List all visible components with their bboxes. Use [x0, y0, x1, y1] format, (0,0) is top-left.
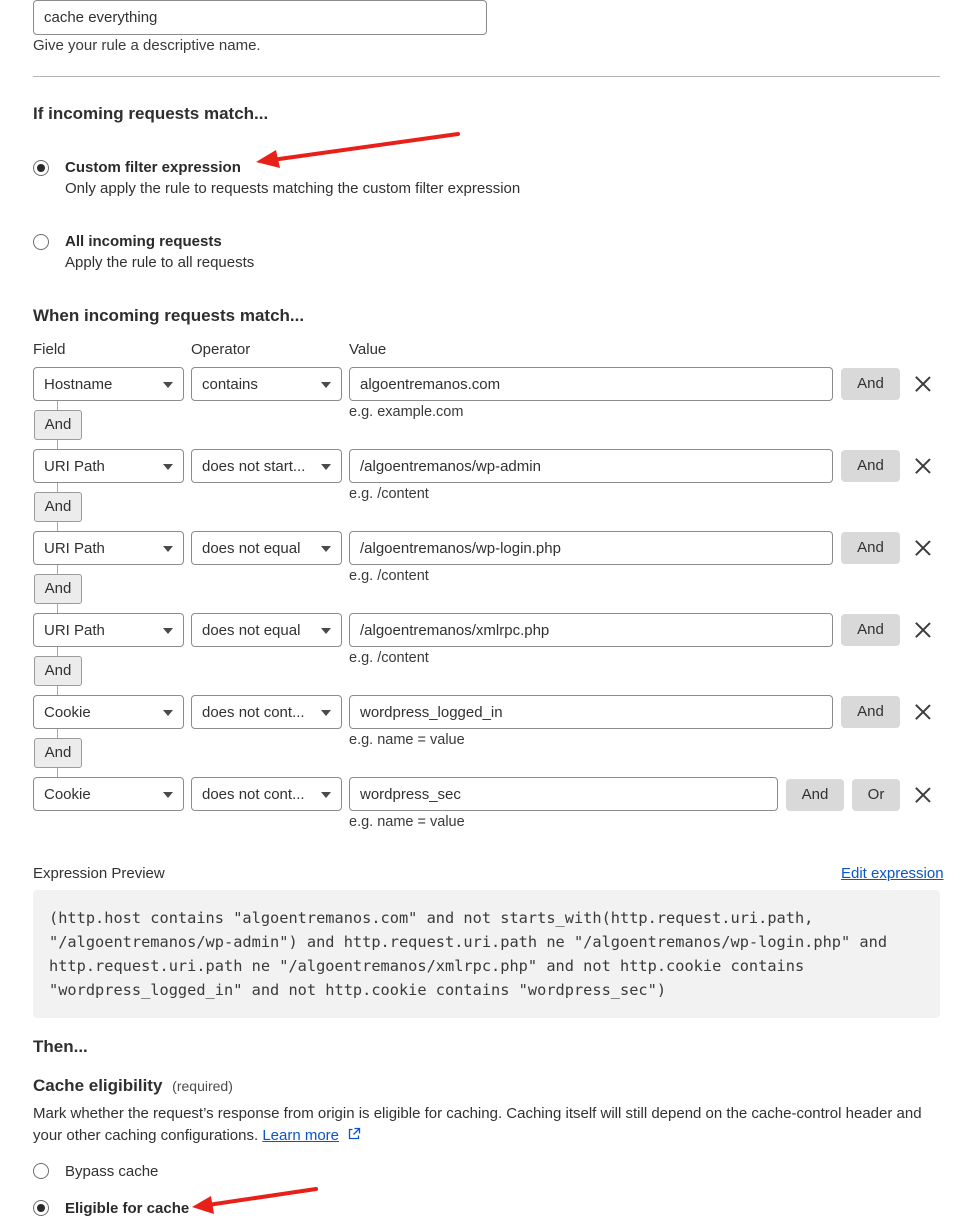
field-select-value: URI Path [44, 458, 105, 475]
all-requests-title: All incoming requests [65, 233, 222, 250]
bypass-cache-label: Bypass cache [65, 1163, 159, 1180]
operator-select[interactable] [191, 695, 342, 729]
code-line: "/algoentremanos/wp-admin") and http.request.uri.path ne "/algoentremanos/wp-login.php" and [49, 933, 888, 951]
operator-select-value: does not start... [202, 458, 306, 475]
expression-preview-label: Expression Preview [33, 865, 165, 882]
caret-down-icon [321, 546, 331, 552]
and-button[interactable]: And [841, 450, 900, 482]
value-input[interactable] [349, 367, 833, 401]
operator-select[interactable] [191, 777, 342, 811]
caret-down-icon [321, 382, 331, 388]
value-input-text: wordpress_logged_in [360, 704, 503, 721]
value-input-text: /algoentremanos/wp-admin [360, 458, 541, 475]
field-select-value: Cookie [44, 786, 91, 803]
and-button[interactable]: And [786, 779, 844, 811]
value-input[interactable] [349, 531, 833, 565]
code-line: (http.host contains "algoentremanos.com" and not starts_with(http.request.uri.path, [49, 909, 814, 927]
close-icon[interactable] [915, 787, 931, 803]
operator-select[interactable] [191, 367, 342, 401]
custom-filter-title: Custom filter expression [65, 159, 241, 176]
operator-select[interactable] [191, 613, 342, 647]
field-select[interactable] [33, 777, 184, 811]
col-label-value: Value [349, 341, 387, 358]
value-hint: e.g. name = value [349, 732, 465, 748]
value-hint: e.g. /content [349, 486, 429, 502]
radio-eligible-for-cache[interactable] [33, 1200, 49, 1216]
value-input-text: /algoentremanos/wp-login.php [360, 540, 561, 557]
rule-name-help: Give your rule a descriptive name. [33, 37, 261, 54]
field-select-value: URI Path [44, 622, 105, 639]
value-hint: e.g. /content [349, 650, 429, 666]
rule-name-input[interactable] [33, 0, 487, 35]
code-line: http.request.uri.path ne "/algoentremanos/xmlrpc.php" and not http.cookie contains [49, 957, 805, 975]
and-button[interactable]: And [841, 368, 900, 400]
caret-down-icon [321, 464, 331, 470]
radio-bypass-cache[interactable] [33, 1163, 49, 1179]
operator-select-value: does not equal [202, 622, 301, 639]
caret-down-icon [163, 710, 173, 716]
caret-down-icon [163, 546, 173, 552]
or-button[interactable]: Or [852, 779, 900, 811]
and-connector[interactable]: And [34, 574, 82, 604]
operator-select[interactable] [191, 531, 342, 565]
all-requests-desc: Apply the rule to all requests [65, 254, 255, 271]
caret-down-icon [163, 464, 173, 470]
cache-eligibility-description [33, 1103, 948, 1147]
caret-down-icon [321, 710, 331, 716]
field-select[interactable] [33, 531, 184, 565]
required-label: (required) [172, 1078, 233, 1094]
code-line: "wordpress_logged_in" and not http.cookie contains "wordpress_sec") [49, 981, 667, 999]
operator-select-value: contains [202, 376, 258, 393]
value-input[interactable] [349, 777, 778, 811]
and-button[interactable]: And [841, 614, 900, 646]
close-icon[interactable] [915, 376, 931, 392]
value-input-text: algoentremanos.com [360, 376, 501, 393]
value-hint: e.g. /content [349, 568, 429, 584]
caret-down-icon [321, 792, 331, 798]
radio-custom-filter[interactable] [33, 160, 49, 176]
close-icon[interactable] [915, 704, 931, 720]
field-select-value: Hostname [44, 376, 113, 393]
eligible-for-cache-label: Eligible for cache [65, 1200, 190, 1217]
value-input-text: wordpress_sec [360, 786, 461, 803]
close-icon[interactable] [915, 540, 931, 556]
then-title: Then... [33, 1037, 88, 1056]
section-divider [33, 76, 940, 77]
value-input-text: /algoentremanos/xmlrpc.php [360, 622, 550, 639]
field-select[interactable] [33, 613, 184, 647]
close-icon[interactable] [915, 622, 931, 638]
operator-select[interactable] [191, 449, 342, 483]
field-select-value: Cookie [44, 704, 91, 721]
description-text: Mark whether the request’s response from origin is eligible for caching. Caching itself will still depend on the cache-control header and your other caching configurations. [33, 1105, 922, 1144]
field-select-value: URI Path [44, 540, 105, 557]
edit-expression-link[interactable]: Edit expression [841, 865, 944, 882]
field-select[interactable] [33, 367, 184, 401]
col-label-field: Field [33, 341, 66, 358]
operator-select-value: does not cont... [202, 786, 305, 803]
close-icon[interactable] [915, 458, 931, 474]
and-connector[interactable]: And [34, 492, 82, 522]
match-section-title: If incoming requests match... [33, 104, 269, 123]
radio-all-requests[interactable] [33, 234, 49, 250]
value-input[interactable] [349, 449, 833, 483]
learn-more-link[interactable]: Learn more [262, 1127, 340, 1144]
value-input[interactable] [349, 613, 833, 647]
operator-select-value: does not cont... [202, 704, 305, 721]
external-link-icon[interactable] [347, 1127, 361, 1141]
and-connector[interactable]: And [34, 410, 82, 440]
and-connector[interactable]: And [34, 738, 82, 768]
caret-down-icon [163, 382, 173, 388]
value-input[interactable] [349, 695, 833, 729]
and-button[interactable]: And [841, 696, 900, 728]
value-hint: e.g. name = value [349, 814, 465, 830]
caret-down-icon [321, 628, 331, 634]
caret-down-icon [163, 628, 173, 634]
caret-down-icon [163, 792, 173, 798]
custom-filter-desc: Only apply the rule to requests matching the custom filter expression [65, 180, 521, 197]
and-button[interactable]: And [841, 532, 900, 564]
operator-select-value: does not equal [202, 540, 301, 557]
field-select[interactable] [33, 695, 184, 729]
cache-eligibility-label: Cache eligibility [33, 1076, 163, 1095]
col-label-operator: Operator [191, 341, 251, 358]
field-select[interactable] [33, 449, 184, 483]
cache-eligibility-title [33, 1076, 233, 1096]
and-connector[interactable]: And [34, 656, 82, 686]
builder-title: When incoming requests match... [33, 306, 305, 325]
value-hint: e.g. example.com [349, 404, 464, 420]
expression-preview-code [33, 890, 940, 1018]
